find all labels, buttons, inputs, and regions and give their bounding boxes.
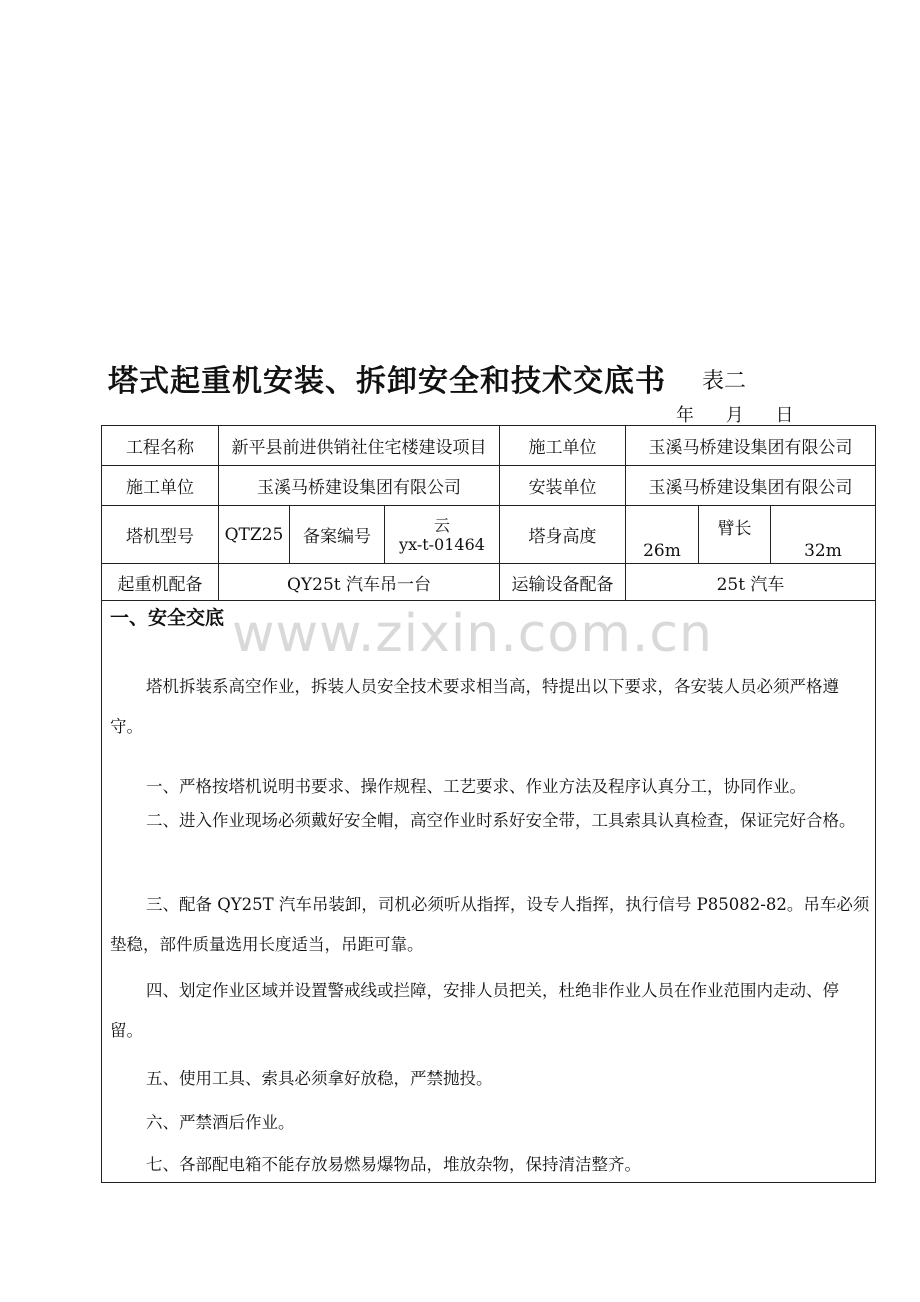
label-transport-equipment: 运输设备配备	[500, 564, 626, 601]
label-arm-length: 臂长	[699, 506, 771, 564]
label-record-number: 备案编号	[290, 506, 385, 564]
section-title: 一、安全交底	[110, 607, 225, 629]
table-row	[102, 466, 876, 506]
record-number-line2: yx-t-01464	[399, 534, 485, 554]
date-line	[676, 401, 819, 427]
table-number: 表二	[702, 369, 747, 394]
label-installer: 安装单位	[500, 466, 626, 506]
installer-name: 玉溪马桥建设集团有限公司	[626, 466, 876, 506]
label-crane-model: 塔机型号	[102, 506, 219, 564]
date-day: 日	[775, 405, 794, 426]
safety-briefing-section	[101, 595, 876, 1183]
record-number-line1: 云	[433, 515, 450, 535]
contractor-name: 玉溪马桥建设集团有限公司	[626, 426, 876, 466]
record-number	[385, 506, 500, 564]
info-table	[101, 425, 876, 601]
list-item: 六、严禁酒后作业。	[146, 1113, 295, 1132]
date-month: 月	[725, 405, 744, 426]
label-contractor: 施工单位	[500, 426, 626, 466]
date-year: 年	[676, 405, 694, 426]
intro-paragraph: 塔机拆装系高空作业，拆装人员安全技术要求相当高，特提出以下要求，各安装人员必须严格遵守。	[110, 677, 839, 736]
label-contractor: 施工单位	[102, 466, 219, 506]
crane-equipment: QY25t 汽车吊一台	[219, 564, 500, 601]
arm-length: 32m	[771, 506, 876, 564]
label-crane-equipment: 起重机配备	[102, 564, 219, 601]
list-item: 一、严格按塔机说明书要求、操作规程、工艺要求、作业方法及程序认真分工，协同作业。	[146, 777, 806, 796]
transport-equipment: 25t 汽车	[626, 564, 876, 601]
table-row	[102, 506, 876, 564]
tower-height: 26m	[626, 506, 699, 564]
table-row	[102, 426, 876, 466]
contractor-name: 玉溪马桥建设集团有限公司	[219, 466, 500, 506]
list-item: 四、划定作业区域并设置警戒线或拦障，安排人员把关，杜绝非作业人员在作业范围内走动、停留。	[110, 981, 839, 1040]
watermark: www.zixin.com.cn	[232, 604, 713, 664]
list-item: 七、各部配电箱不能存放易燃易爆物品，堆放杂物，保持清洁整齐。	[146, 1155, 641, 1174]
document-title: 塔式起重机安装、拆卸安全和技术交底书	[108, 364, 666, 399]
label-project-name: 工程名称	[102, 426, 219, 466]
list-item: 五、使用工具、索具必须拿好放稳，严禁抛投。	[146, 1069, 493, 1088]
list-item: 二、进入作业现场必须戴好安全帽，高空作业时系好安全带，工具索具认真检查，保证完好合格。	[146, 811, 856, 830]
label-tower-height: 塔身高度	[500, 506, 626, 564]
list-item: 三、配备 QY25T 汽车吊装卸，司机必须听从指挥，设专人指挥，执行信号 P85082-82。吊车必须垫稳，部件质量选用长度适当，吊距可靠。	[110, 895, 870, 954]
project-name: 新平县前进供销社住宅楼建设项目	[219, 426, 500, 466]
crane-model: QTZ25	[219, 506, 290, 564]
